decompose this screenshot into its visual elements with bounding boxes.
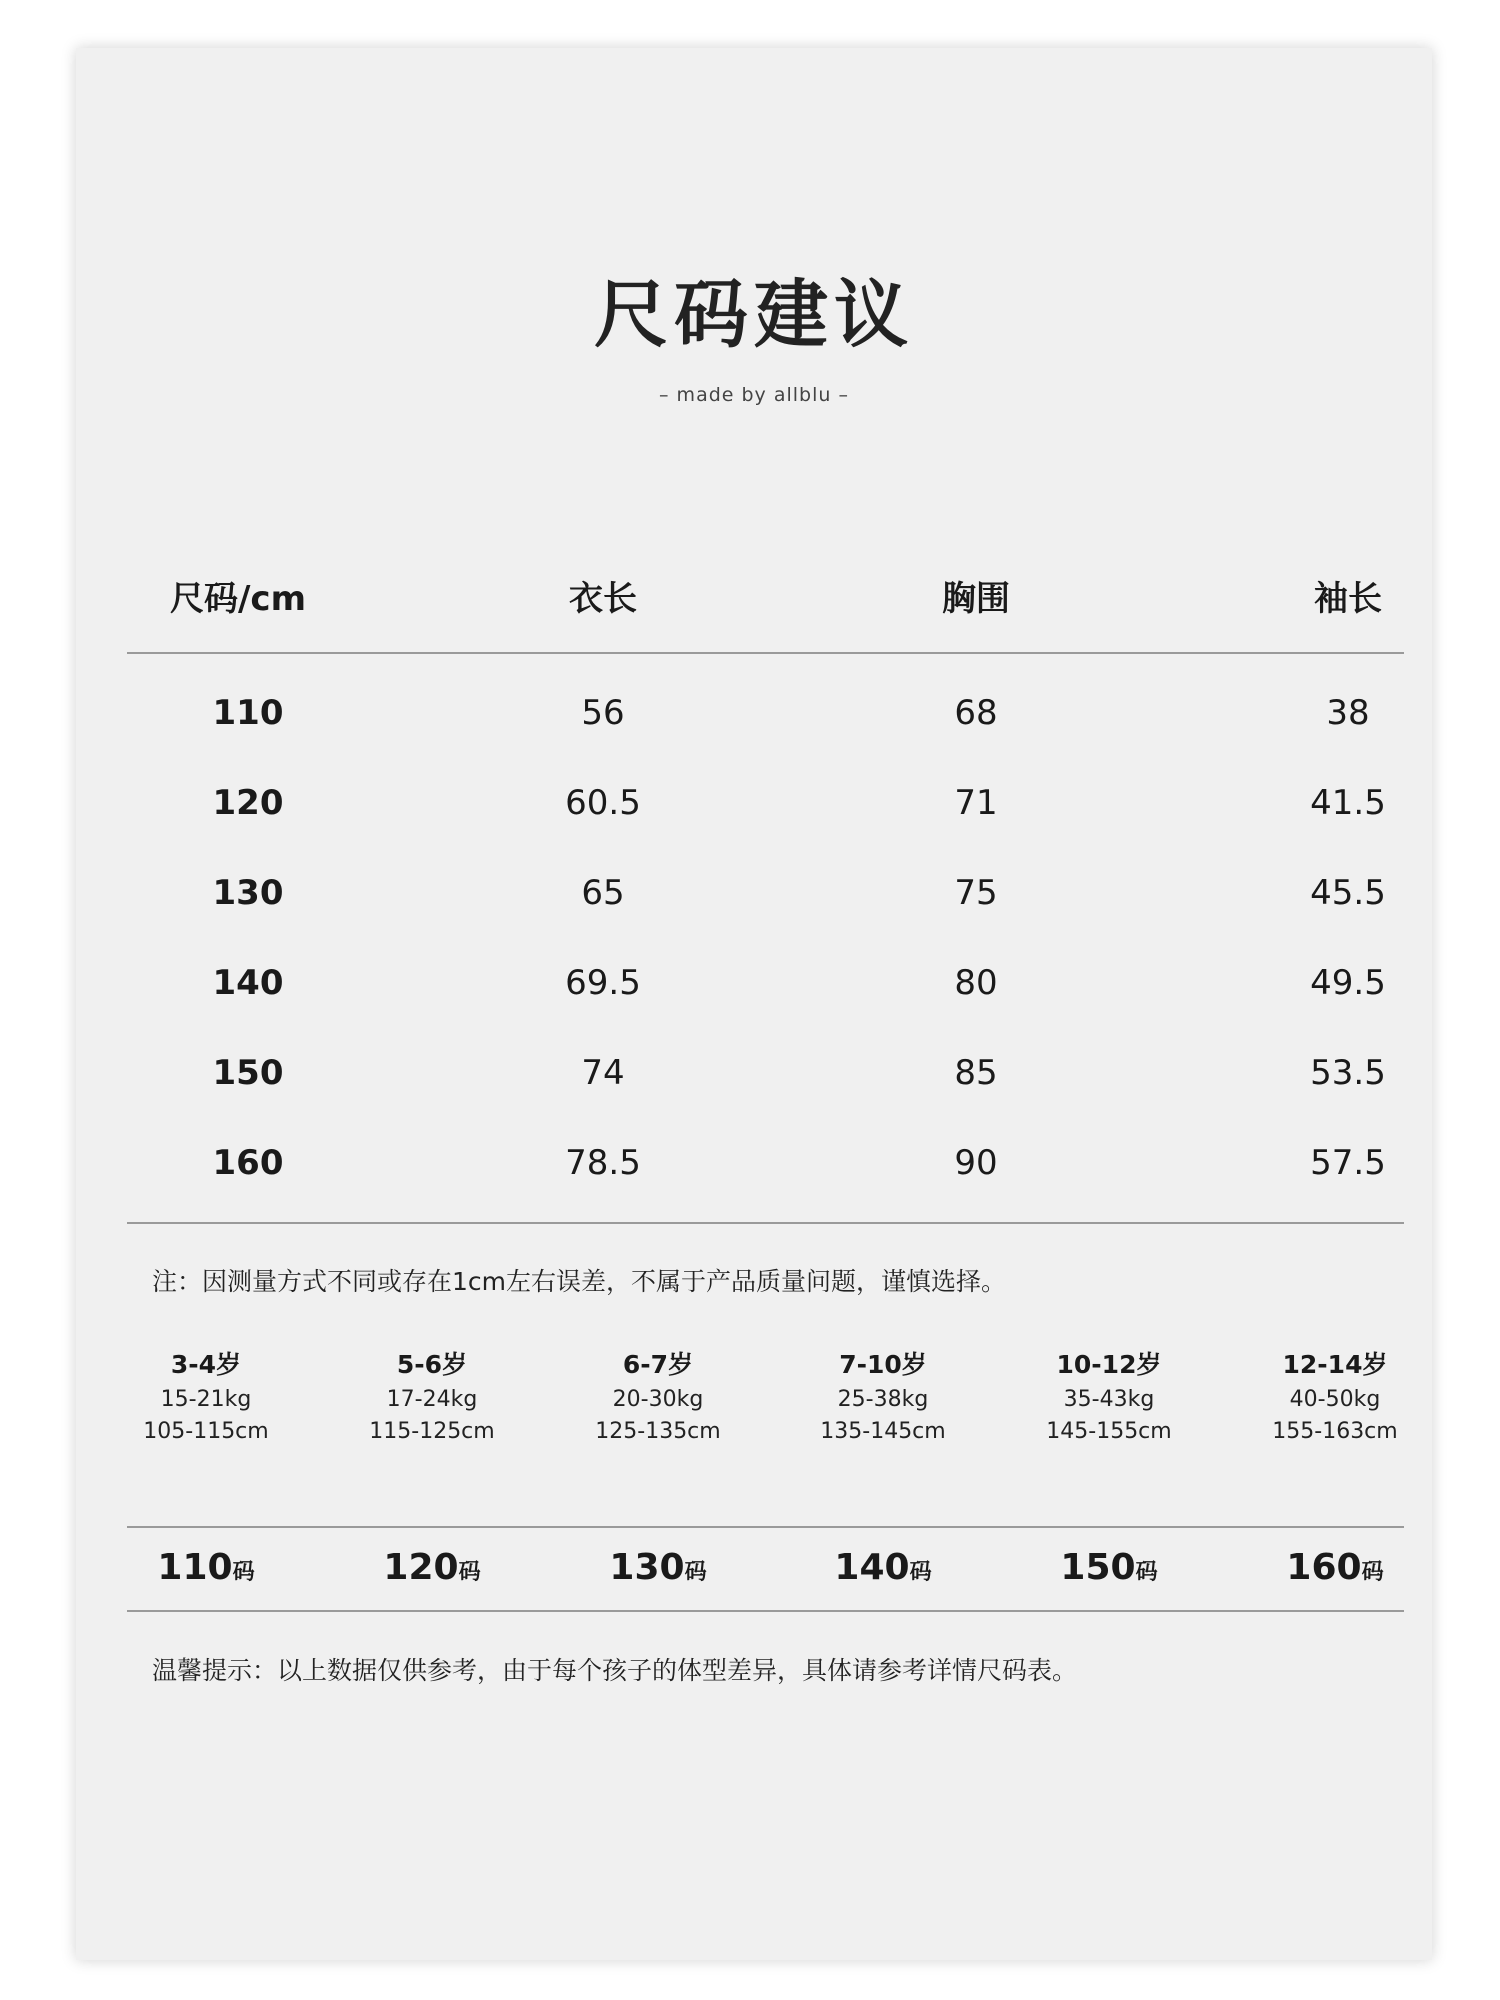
- row-chest: 68: [954, 693, 998, 733]
- weight-range: 25-38kg: [837, 1387, 929, 1412]
- header-length: 衣长: [569, 579, 637, 619]
- table-row: [128, 1038, 1404, 1108]
- recommended-size: [770, 1538, 996, 1598]
- recommended-size: [1222, 1538, 1448, 1598]
- recommended-size: [545, 1538, 771, 1598]
- header-size: 尺码/cm: [170, 579, 306, 619]
- size-guide-card: [76, 48, 1432, 1960]
- table-bottom-divider: [127, 1222, 1404, 1224]
- row-length: 56: [581, 693, 625, 733]
- age-label: 12-14岁: [1282, 1350, 1388, 1379]
- row-chest: 71: [954, 783, 998, 823]
- row-length: 65: [581, 873, 625, 913]
- height-range: 135-145cm: [820, 1419, 946, 1444]
- weight-range: 40-50kg: [1289, 1387, 1381, 1412]
- age-guide-column: [996, 1346, 1222, 1448]
- header-chest: 胸围: [942, 579, 1010, 619]
- height-range: 125-135cm: [595, 1419, 721, 1444]
- age-guide-column: [319, 1346, 545, 1448]
- row-size: 110: [212, 693, 284, 733]
- height-range: 145-155cm: [1046, 1419, 1172, 1444]
- row-chest: 80: [954, 963, 998, 1003]
- row-sleeve: 49.5: [1310, 963, 1386, 1003]
- age-label: 5-6岁: [396, 1350, 468, 1379]
- row-length: 78.5: [565, 1143, 641, 1183]
- table-row: [128, 678, 1404, 748]
- page-title: 尺码建议: [594, 272, 914, 358]
- row-sleeve: 41.5: [1310, 783, 1386, 823]
- weight-range: 20-30kg: [612, 1387, 704, 1412]
- row-length: 69.5: [565, 963, 641, 1003]
- row-chest: 90: [954, 1143, 998, 1183]
- weight-range: 35-43kg: [1063, 1387, 1155, 1412]
- row-size: 150: [212, 1053, 284, 1093]
- size-suffix: 码: [232, 1560, 255, 1585]
- age-label: 6-7岁: [622, 1350, 694, 1379]
- warm-tip: 温馨提示：以上数据仅供参考，由于每个孩子的体型差异，具体请参考详情尺码表。: [152, 1656, 1078, 1685]
- table-row: [128, 1128, 1404, 1198]
- row-size: 160: [212, 1143, 284, 1183]
- table-row: [128, 858, 1404, 928]
- row-length: 60.5: [565, 783, 641, 823]
- table-row: [128, 768, 1404, 838]
- row-sleeve: 45.5: [1310, 873, 1386, 913]
- row-length: 74: [581, 1053, 625, 1093]
- age-guide-column: [770, 1346, 996, 1448]
- height-range: 105-115cm: [143, 1419, 269, 1444]
- age-guide-column: [1222, 1346, 1448, 1448]
- row-size: 130: [212, 873, 284, 913]
- weight-range: 17-24kg: [386, 1387, 478, 1412]
- row-chest: 85: [954, 1053, 998, 1093]
- size-number: 160: [1286, 1547, 1362, 1588]
- row-sleeve: 53.5: [1310, 1053, 1386, 1093]
- row-chest: 75: [954, 873, 998, 913]
- recommended-size: [319, 1538, 545, 1598]
- brand-subtitle: – made by allblu –: [659, 384, 849, 406]
- size-guide-bottom-divider: [127, 1610, 1404, 1612]
- age-guide-column: [93, 1346, 319, 1448]
- size-table-header: [128, 564, 1404, 634]
- recommended-size: [93, 1538, 319, 1598]
- table-header-divider: [127, 652, 1404, 654]
- row-size: 140: [212, 963, 284, 1003]
- height-range: 115-125cm: [369, 1419, 495, 1444]
- age-label: 10-12岁: [1056, 1350, 1162, 1379]
- size-suffix: 码: [684, 1560, 707, 1585]
- row-sleeve: 38: [1326, 693, 1370, 733]
- size-suffix: 码: [909, 1560, 932, 1585]
- weight-range: 15-21kg: [160, 1387, 252, 1412]
- size-number: 120: [383, 1547, 459, 1588]
- row-sleeve: 57.5: [1310, 1143, 1386, 1183]
- size-number: 150: [1060, 1547, 1136, 1588]
- row-size: 120: [212, 783, 284, 823]
- size-number: 130: [609, 1547, 685, 1588]
- size-suffix: 码: [1361, 1560, 1384, 1585]
- age-guide-column: [545, 1346, 771, 1448]
- size-suffix: 码: [1135, 1560, 1158, 1585]
- size-suffix: 码: [458, 1560, 481, 1585]
- measurement-note: 注：因测量方式不同或存在1cm左右误差，不属于产品质量问题，谨慎选择。: [152, 1267, 1007, 1296]
- recommended-size: [996, 1538, 1222, 1598]
- size-number: 140: [834, 1547, 910, 1588]
- table-row: [128, 948, 1404, 1018]
- age-label: 7-10岁: [839, 1350, 927, 1379]
- size-number: 110: [157, 1547, 233, 1588]
- header-sleeve: 袖长: [1314, 579, 1382, 619]
- age-guide-divider: [127, 1526, 1404, 1528]
- height-range: 155-163cm: [1272, 1419, 1398, 1444]
- age-label: 3-4岁: [170, 1350, 242, 1379]
